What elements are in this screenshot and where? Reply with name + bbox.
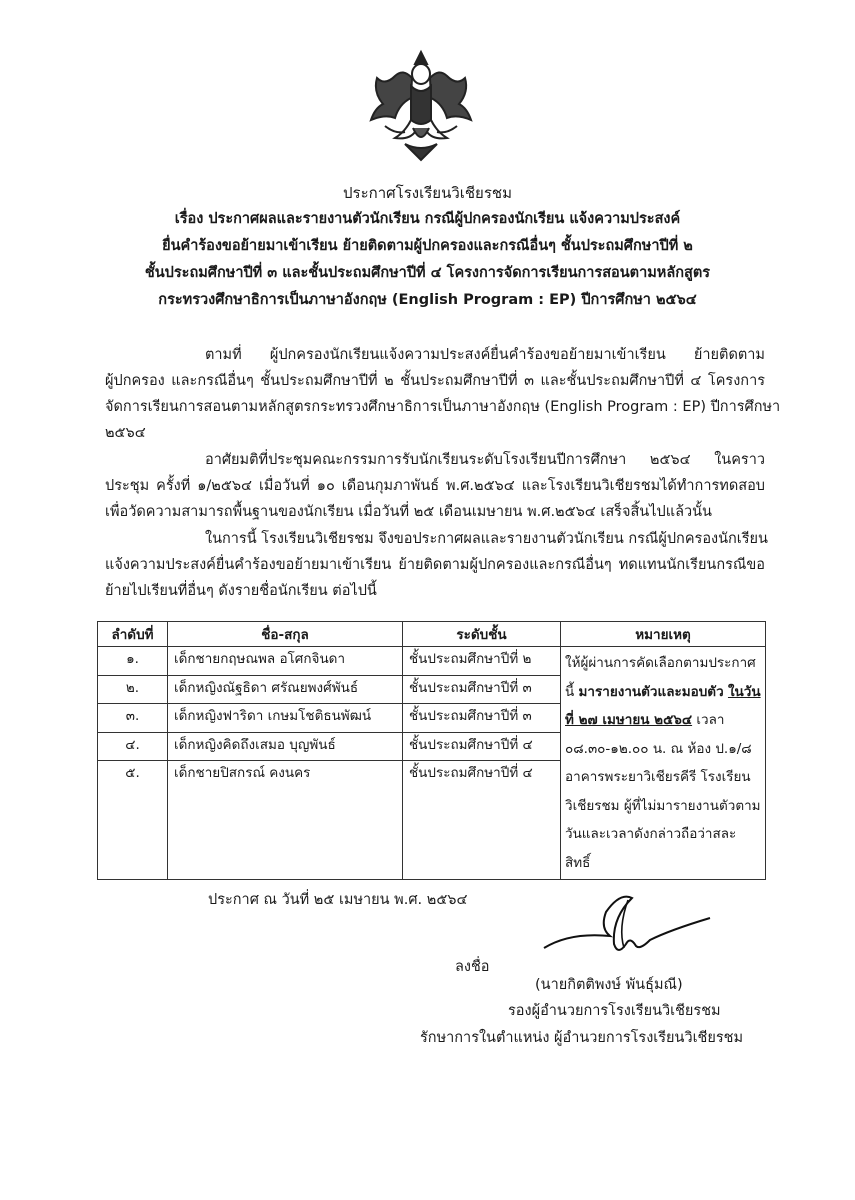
row-number: ๔. xyxy=(98,732,168,761)
para1-line-3: จัดการเรียนการสอนตามหลักสูตรกระทรวงศึกษาธิการเป็นภาษาอังกฤษ (English Program : EP) ปีการศึกษา xyxy=(105,399,781,415)
header-order: ลำดับที่ xyxy=(98,622,168,647)
header-name: ชื่อ-สกุล xyxy=(168,622,403,647)
subject-line-1: เรื่อง ประกาศผลและรายงานตัวนักเรียน กรณีผู้ปกครองนักเรียน แจ้งความประสงค์ xyxy=(174,211,681,227)
row-number: ๑. xyxy=(98,647,168,676)
table-row xyxy=(98,647,766,676)
header-level: ระดับชั้น xyxy=(403,622,561,647)
para2-line-3: เพื่อวัดความสามารถพื้นฐานของนักเรียน เมื่อวันที่ ๒๕ เดือนเมษายน พ.ศ.๒๕๖๔ เสร็จสิ้นไปแล้วนั้น xyxy=(105,504,712,520)
signer-name: (นายกิตติพงษ์ พันธุ์มณี) xyxy=(535,977,683,993)
para3-line-1: ในการนี้ โรงเรียนวิเชียรชม จึงขอประกาศผลและรายงานตัวนักเรียน กรณีผู้ปกครองนักเรียน xyxy=(205,531,768,547)
signer-acting-position: รักษาการในตำแหน่ง ผู้อำนวยการโรงเรียนวิเชียรชม xyxy=(420,1030,744,1046)
student-level: ชั้นประถมศึกษาปีที่ ๓ xyxy=(403,675,561,704)
student-level: ชั้นประถมศึกษาปีที่ ๔ xyxy=(403,761,561,880)
para1-line-1: ตามที่ ผู้ปกครองนักเรียนแจ้งความประสงค์ยื่นคำร้องขอย้ายมาเข้าเรียน ย้ายติดตาม xyxy=(205,347,765,363)
para2-line-2: ประชุม ครั้งที่ ๑/๒๕๖๔ เมื่อวันที่ ๑๐ เดือนกุมภาพันธ์ พ.ศ.๒๕๖๔ และโรงเรียนวิเชียรชมได้ทำการทดสอบ xyxy=(105,478,765,494)
student-table xyxy=(97,621,766,880)
subject-line-4: กระทรวงศึกษาธิการเป็นภาษาอังกฤษ (English Program : EP) ปีการศึกษา ๒๕๖๔ xyxy=(158,292,697,308)
para1-line-2: ผู้ปกครอง และกรณีอื่นๆ ชั้นประถมศึกษาปีที่ ๒ ชั้นประถมศึกษาปีที่ ๓ และชั้นประถมศึกษาปีที่ ๔ โครงการ xyxy=(105,373,765,389)
student-level: ชั้นประถมศึกษาปีที่ ๓ xyxy=(403,704,561,733)
announcement-date: ประกาศ ณ วันที่ ๒๕ เมษายน พ.ศ. ๒๕๖๔ xyxy=(208,892,468,908)
para3-line-2: แจ้งความประสงค์ยื่นคำร้องขอย้ายมาเข้าเรียน ย้ายติดตามผู้ปกครองและกรณีอื่นๆ ทดแทนนักเรียนกรณีขอ xyxy=(105,557,765,573)
student-level: ชั้นประถมศึกษาปีที่ ๒ xyxy=(403,647,561,676)
note-text-4: เวลา ๐๘.๓๐-๑๒.๐๐ น. ณ ห้อง ป.๑/๘ อาคารพระยาวิเชียรคีรี โรงเรียนวิเชียรชม ผู้ที่ไม่มารายงานตัวตามวันและเวลาดังกล่าวถือว่าสละสิทธิ์ xyxy=(565,712,761,871)
para1-line-4: ๒๕๖๔ xyxy=(105,425,146,441)
note-text-2: มารายงานตัวและมอบตัว xyxy=(578,683,724,700)
announcement-title: ประกาศโรงเรียนวิเชียรชม xyxy=(343,184,512,202)
note-date: ในวันที่ ๒๗ เมษายน ๒๕๖๔ xyxy=(565,683,761,728)
para3-line-3: ย้ายไปเรียนที่อื่นๆ ดังรายชื่อนักเรียน ต่อไปนี้ xyxy=(105,583,377,599)
student-name: เด็กหญิงณัฐธิดา ศรัณยพงศ์พันธ์ xyxy=(168,675,403,704)
student-name: เด็กชายกฤษณพล อโศกจินดา xyxy=(168,647,403,676)
table-header-row xyxy=(98,622,766,647)
row-number: ๕. xyxy=(98,761,168,880)
note-cell xyxy=(561,647,766,880)
note-text-1: ให้ผู้ผ่านการคัดเลือกตามประกาศนี้ xyxy=(565,655,756,700)
para2-line-1: อาศัยมติที่ประชุมคณะกรรมการรับนักเรียนระดับโรงเรียนปีการศึกษา ๒๕๖๔ ในคราว xyxy=(205,452,765,468)
garuda-emblem-icon xyxy=(365,48,477,164)
header-note: หมายเหตุ xyxy=(561,622,766,647)
subject-line-2: ยื่นคำร้องขอย้ายมาเข้าเรียน ย้ายติดตามผู้ปกครองและกรณีอื่นๆ ชั้นประถมศึกษาปีที่ ๒ xyxy=(162,238,693,254)
student-name: เด็กหญิงคิดถึงเสมอ บุญพันธ์ xyxy=(168,732,403,761)
sign-label: ลงชื่อ xyxy=(455,959,490,975)
student-name: เด็กชายปิสกรณ์ คงนคร xyxy=(168,761,403,880)
student-level: ชั้นประถมศึกษาปีที่ ๔ xyxy=(403,732,561,761)
row-number: ๓. xyxy=(98,704,168,733)
subject-line-3: ชั้นประถมศึกษาปีที่ ๓ และชั้นประถมศึกษาปีที่ ๔ โครงการจัดการเรียนการสอนตามหลักสูตร xyxy=(144,265,711,281)
row-number: ๒. xyxy=(98,675,168,704)
student-name: เด็กหญิงฟาริดา เกษมโชติธนพัฒน์ xyxy=(168,704,403,733)
signer-position: รองผู้อำนวยการโรงเรียนวิเชียรชม xyxy=(508,1003,721,1019)
